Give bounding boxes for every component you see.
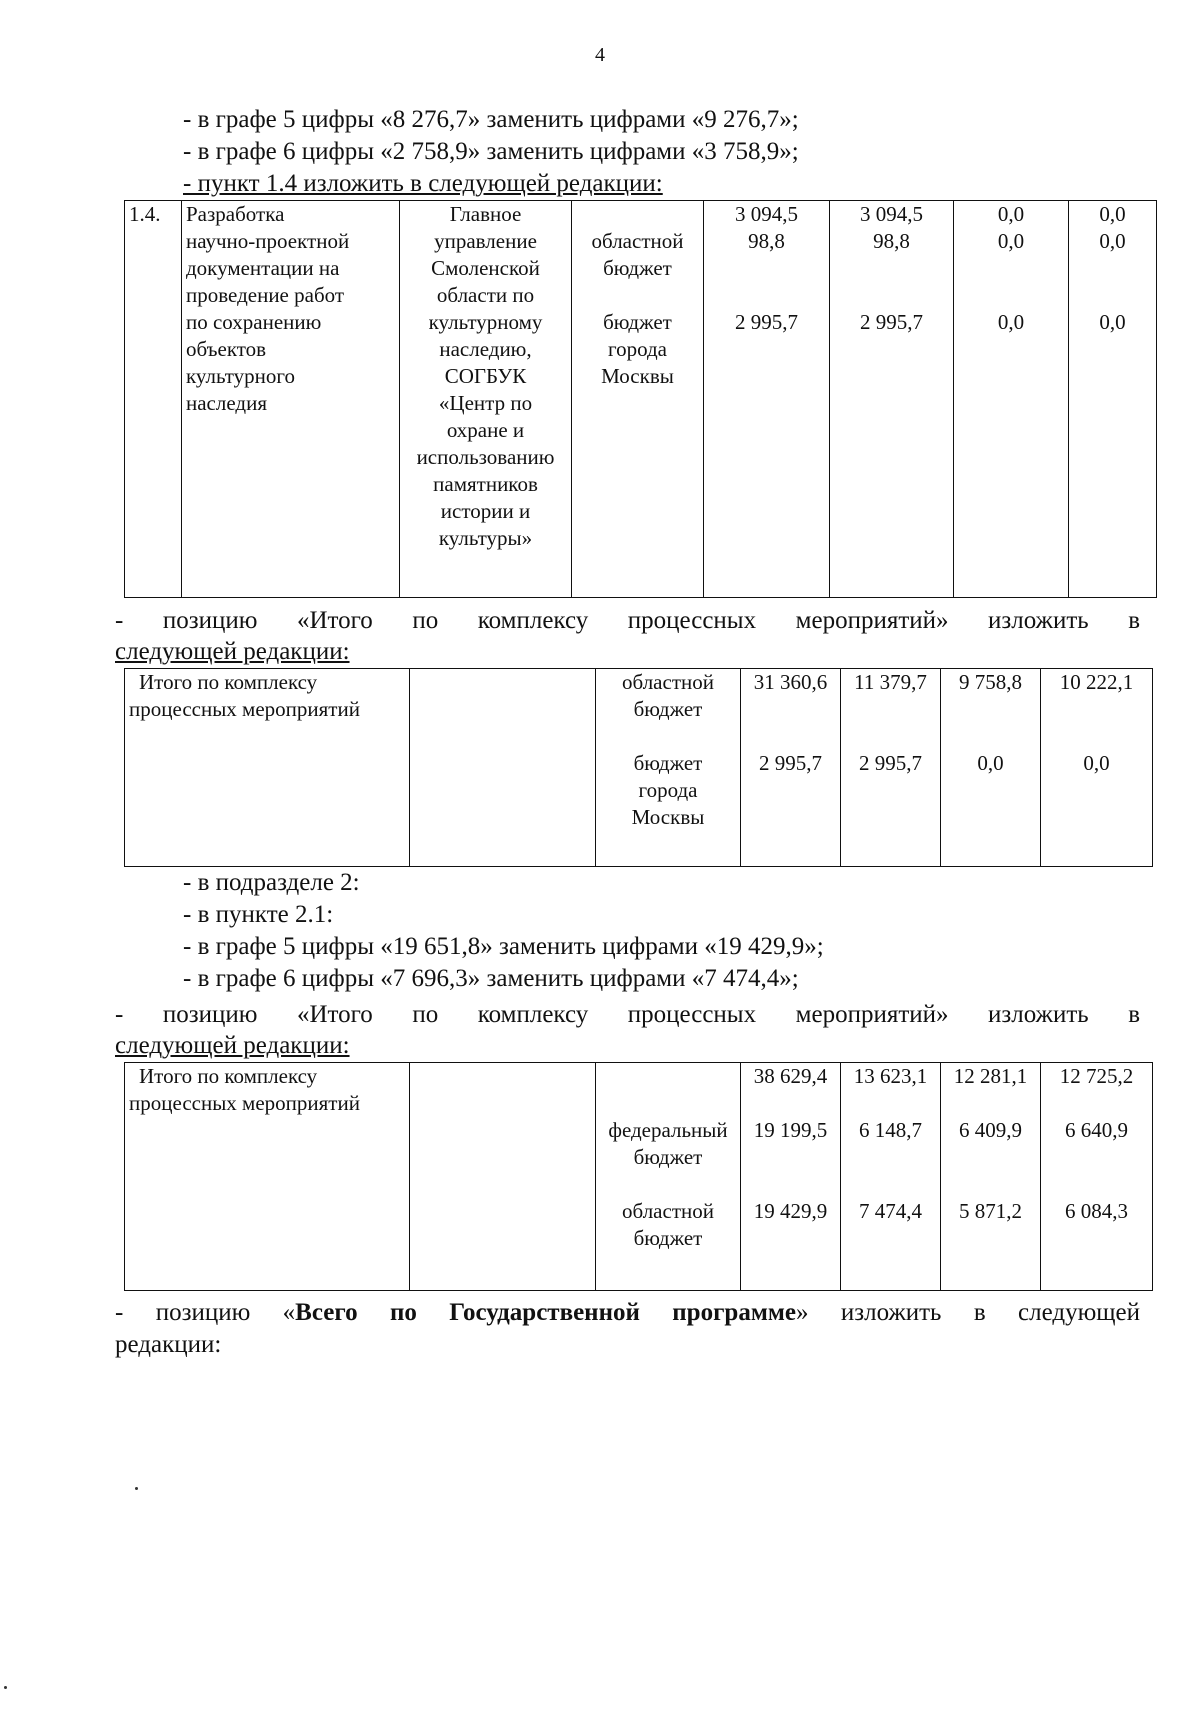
col7-values: 12 281,1 6 409,9 5 871,2 bbox=[941, 1063, 1041, 1291]
total-title: Итого по комплексу процессных мероприятий bbox=[125, 1063, 410, 1291]
col7-values: 0,0 0,0 0,0 bbox=[954, 201, 1069, 598]
instruction-line: - позицию «Итого по комплексу процессных мероприятий» изложить в bbox=[115, 607, 1140, 634]
table-item-1-4 bbox=[124, 200, 1157, 598]
instruction-line: следующей редакции: bbox=[115, 638, 350, 665]
scan-speck bbox=[135, 1487, 138, 1490]
instruction-line: - позицию «Итого по комплексу процессных мероприятий» изложить в bbox=[115, 1001, 1140, 1028]
empty-cell bbox=[410, 669, 596, 867]
instruction-line: - пункт 1.4 изложить в следующей редакции: bbox=[183, 170, 663, 197]
table-total-2 bbox=[124, 1062, 1153, 1291]
instruction-line: - в графе 6 цифры «2 758,9» заменить цифрами «3 758,9»; bbox=[183, 138, 799, 165]
funding-source: областной бюджет бюджет города Москвы bbox=[596, 669, 741, 867]
total-title: Итого по комплексу процессных мероприятий bbox=[125, 669, 410, 867]
instruction-line: - в графе 5 цифры «19 651,8» заменить цифрами «19 429,9»; bbox=[183, 933, 824, 960]
instruction-line: - в графе 5 цифры «8 276,7» заменить цифрами «9 276,7»; bbox=[183, 106, 799, 133]
item-number: 1.4. bbox=[125, 201, 182, 598]
instruction-line: - в графе 6 цифры «7 696,3» заменить цифрами «7 474,4»; bbox=[183, 965, 799, 992]
page-number: 4 bbox=[595, 44, 605, 66]
col6-values: 3 094,5 98,8 2 995,7 bbox=[830, 201, 954, 598]
item-name: Разработка научно-проектной документации на проведение работ по сохранению объектов культурного наследия bbox=[182, 201, 400, 598]
instruction-line: - в подразделе 2: bbox=[183, 869, 360, 896]
table-total-1 bbox=[124, 668, 1153, 867]
scan-speck bbox=[4, 1686, 7, 1689]
col5-values: 3 094,5 98,8 2 995,7 bbox=[704, 201, 830, 598]
item-executor: Главное управление Смоленской области по культурному наследию, СОГБУК «Центр по охране и использованию памятников истории и культуры» bbox=[400, 201, 572, 598]
col5-values: 31 360,6 2 995,7 bbox=[741, 669, 841, 867]
col8-values: 10 222,1 0,0 bbox=[1041, 669, 1153, 867]
instruction-line: - позицию «Всего по Государственной программе» изложить в следующей bbox=[115, 1299, 1140, 1326]
col8-values: 12 725,2 6 640,9 6 084,3 bbox=[1041, 1063, 1153, 1291]
col6-values: 13 623,1 6 148,7 7 474,4 bbox=[841, 1063, 941, 1291]
col6-values: 11 379,7 2 995,7 bbox=[841, 669, 941, 867]
instruction-line: редакции: bbox=[115, 1331, 222, 1358]
instruction-line: следующей редакции: bbox=[115, 1032, 350, 1059]
col8-values: 0,0 0,0 0,0 bbox=[1069, 201, 1157, 598]
funding-source: федеральный бюджет областной бюджет bbox=[596, 1063, 741, 1291]
col5-values: 38 629,4 19 199,5 19 429,9 bbox=[741, 1063, 841, 1291]
empty-cell bbox=[410, 1063, 596, 1291]
funding-source: областной бюджет бюджет города Москвы bbox=[572, 201, 704, 598]
instruction-line: - в пункте 2.1: bbox=[183, 901, 334, 928]
col7-values: 9 758,8 0,0 bbox=[941, 669, 1041, 867]
